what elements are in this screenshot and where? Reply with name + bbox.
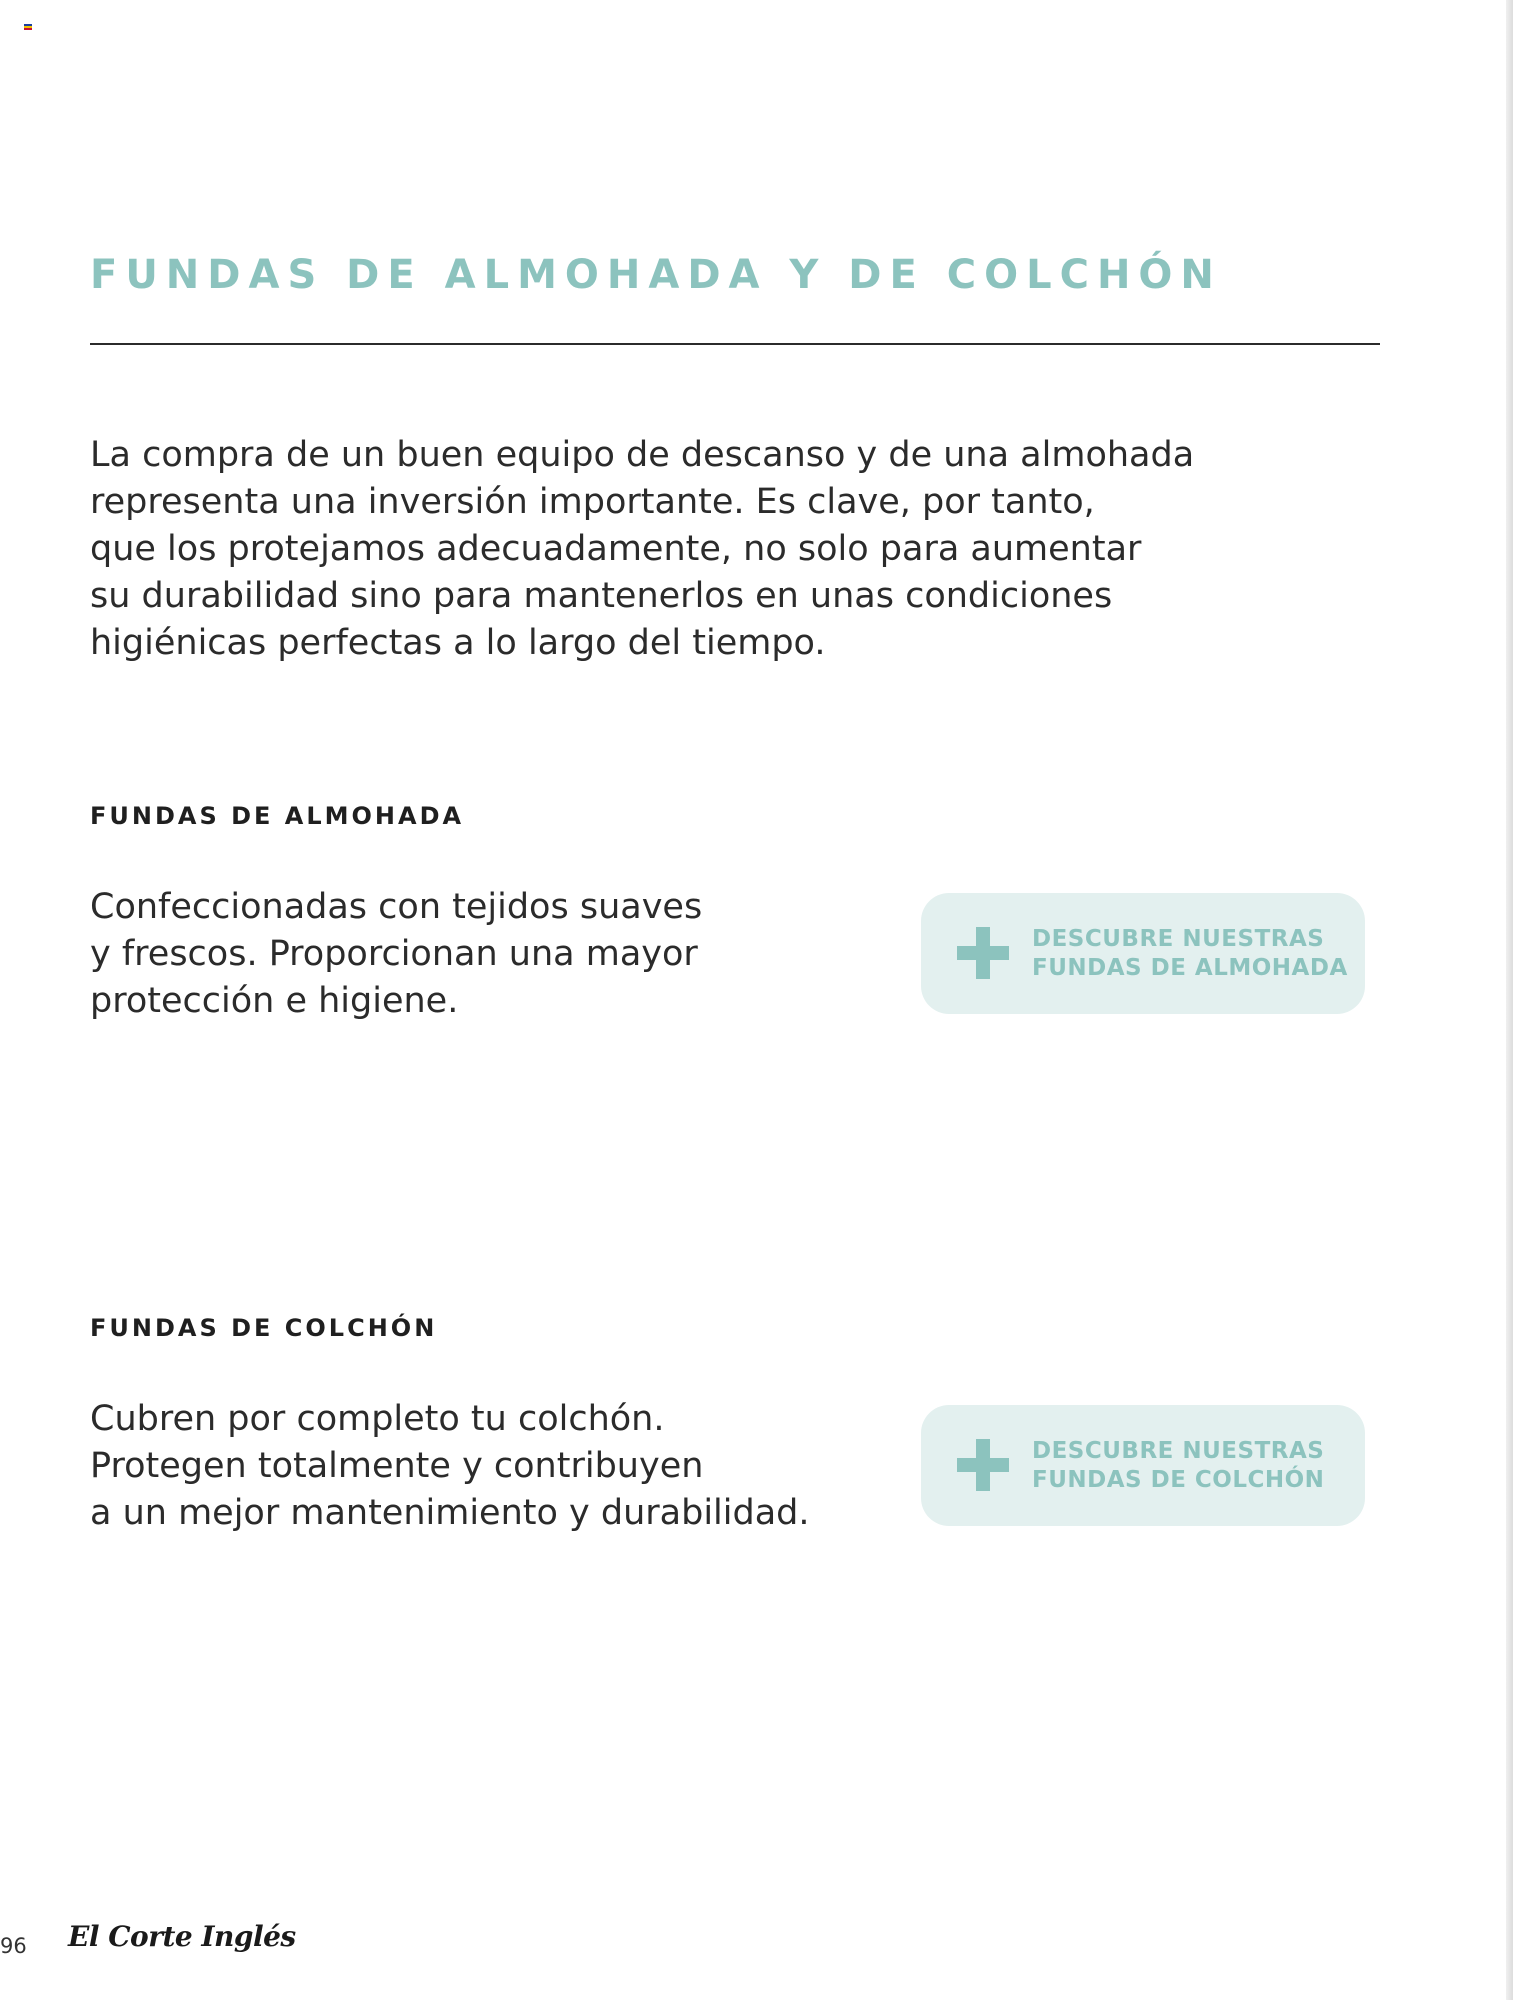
intro-line: su durabilidad sino para mantenerlos en unas condiciones (90, 576, 1113, 616)
section-body-line: protección e higiene. (90, 981, 459, 1021)
cta-label-line: FUNDAS DE COLCHÓN (1032, 1467, 1325, 1493)
brand-logo: El Corte Inglés (68, 1920, 296, 1953)
intro-line: higiénicas perfectas a lo largo del tiempo. (90, 623, 826, 663)
cta-label-line: DESCUBRE NUESTRAS (1032, 1438, 1325, 1464)
discover-mattress-covers-button[interactable] (921, 1405, 1365, 1526)
plus-icon (957, 927, 1009, 979)
page-number: 96 (0, 1934, 27, 1958)
section-body-pillow (90, 884, 702, 1025)
flag-icon (24, 24, 32, 30)
section-body-line: Cubren por completo tu colchón. (90, 1399, 665, 1439)
page-edge-shadow (1506, 0, 1513, 2000)
section-heading-mattress: FUNDAS DE COLCHÓN (90, 1314, 438, 1342)
cta-label-line: FUNDAS DE ALMOHADA (1032, 955, 1348, 981)
section-body-line: a un mejor mantenimiento y durabilidad. (90, 1493, 810, 1533)
intro-paragraph (90, 432, 1380, 667)
cta-label (1032, 925, 1348, 983)
cta-label (1032, 1437, 1324, 1495)
title-divider (90, 343, 1380, 345)
section-body-line: Protegen totalmente y contribuyen (90, 1446, 704, 1486)
cta-label-line: DESCUBRE NUESTRAS (1032, 926, 1325, 952)
section-body-line: y frescos. Proporcionan una mayor (90, 934, 698, 974)
section-body-line: Confeccionadas con tejidos suaves (90, 887, 703, 927)
section-heading-pillow: FUNDAS DE ALMOHADA (90, 802, 465, 830)
section-body-mattress (90, 1396, 810, 1537)
intro-line: que los protejamos adecuadamente, no solo para aumentar (90, 529, 1142, 569)
intro-line: representa una inversión importante. Es clave, por tanto, (90, 482, 1095, 522)
intro-line: La compra de un buen equipo de descanso y de una almohada (90, 435, 1195, 475)
page-title: FUNDAS DE ALMOHADA Y DE COLCHÓN (90, 252, 1222, 298)
discover-pillowcases-button[interactable] (921, 893, 1365, 1014)
plus-icon (957, 1439, 1009, 1491)
